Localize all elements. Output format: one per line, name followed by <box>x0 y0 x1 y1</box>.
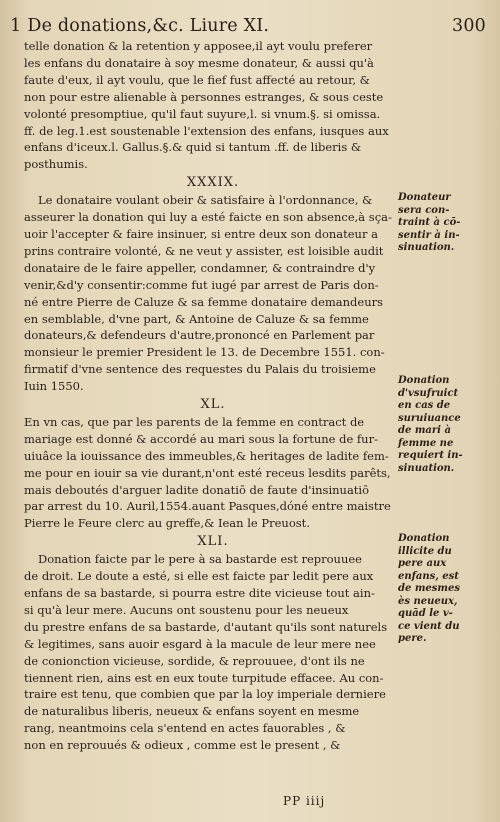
sidenote-line: sinuation. <box>398 242 455 253</box>
sidenote-line: quād le v- <box>398 608 453 619</box>
sidenote-line: ce vient du <box>398 620 460 632</box>
text-line: de conionction vicieuse, sordide, & reprouuee, d'ont ils ne <box>24 653 365 668</box>
sidenote-line: ès neueux, <box>398 595 458 607</box>
text-line: posthumis. <box>24 157 88 172</box>
text-line: ff. de leg.1.est soustenable l'extension des enfans, iusques aux <box>24 123 389 138</box>
header-left-number: 1 <box>10 16 22 36</box>
text-line: donataire de le faire appeller, condamner, & contraindre d'y <box>24 260 376 275</box>
text-line: en semblable, d'vne part, & Antoine de Caluze & sa femme <box>24 311 369 326</box>
sidenote-donation-illicite <box>398 533 496 646</box>
text-line: donateurs,& defendeurs d'autre,prononcé en Parlement par <box>24 328 375 343</box>
text-line: rang, neantmoins cela s'entend en actes fauorables , & <box>24 721 346 736</box>
text-line: par arrest du 10. Auril,1554.auant Pasques,dóné entre maistre <box>24 499 391 514</box>
section-heading-40: XL. <box>200 397 226 413</box>
sidenote-donation-usufruit <box>398 375 496 475</box>
sidenote-line: de mesmes <box>398 583 460 594</box>
signature-mark: PP iiij <box>283 794 326 808</box>
text-line: venir,&d'y consentir:comme fut iugé par arrest de Paris don- <box>24 277 379 292</box>
text-line: faute d'eux, il ayt voulu, que le fief fust affecté au retour, & <box>24 72 370 87</box>
text-line: né entre Pierre de Caluze & sa femme donataire demandeurs <box>24 294 384 309</box>
sidenote-line: sera con- <box>398 204 450 216</box>
text-line: prins contraire volonté, & ne veut y assister, est loisible audit <box>24 243 384 258</box>
text-line: de naturalibus liberis, neueux & enfans soyent en mesme <box>24 704 360 719</box>
sidenote-line: Donateur <box>398 192 451 203</box>
running-header <box>10 16 486 36</box>
main-text-block <box>24 38 402 754</box>
sidenote-line: femme ne <box>398 437 454 449</box>
text-line: En vn cas, que par les parents de la femme en contract de <box>24 414 365 429</box>
text-line: mais deboutés d'arguer ladite donatiō de faute d'insinuatiō <box>24 482 370 497</box>
page-number: 300 <box>451 16 486 36</box>
sidenote-line: d'vsufruict <box>398 387 459 399</box>
text-line: asseurer la donation qui luy a esté faicte en son absence,à sça- <box>24 210 392 225</box>
section-heading-41: XLI. <box>197 534 229 550</box>
sidenote-line: traint à cō- <box>398 217 461 228</box>
text-line: non en reprouués & odieux , comme est le present , & <box>24 738 341 753</box>
text-line: enfans d'iceux.l. Gallus.§.& quid si tantum .ff. de liberis & <box>24 140 362 155</box>
text-line: Pierre le Feure clerc au greffe,& Iean le Preuost. <box>24 516 310 531</box>
text-line: Donation faicte par le pere à sa bastarde est reprouuee <box>38 552 362 567</box>
text-line: uoir l'accepter & faire insinuer, si entre deux son donateur a <box>24 226 378 241</box>
sidenote-donateur <box>398 192 496 255</box>
text-line: tiennent rien, ains est en eux toute turpitude effacee. Au con- <box>24 670 384 685</box>
sidenote-line: pere aux <box>398 558 447 569</box>
sidenote-line: Donation <box>398 375 450 386</box>
sidenote-line: illicite du <box>398 545 452 557</box>
text-line: non pour estre alienable à personnes estranges, & sous ceste <box>24 89 384 104</box>
text-line: du prestre enfans de sa bastarde, d'autant qu'ils sont naturels <box>24 619 388 634</box>
text-line: enfans de sa bastarde, si pourra estre dite vicieuse tout ain- <box>24 586 375 600</box>
text-line: firmatif d'vne sentence des requestes du Palais du troisieme <box>24 362 376 377</box>
text-line: me pour en iouir sa vie durant,n'ont esté receus lesdits parêts, <box>24 465 391 480</box>
text-line: mariage est donné & accordé au mari sous la fortune de fur- <box>24 431 378 446</box>
sidenote-line: Donation <box>398 533 450 544</box>
text-line: de droit. Le doute a esté, si elle est faicte par ledit pere aux <box>24 569 374 584</box>
sidenote-line: requiert in- <box>398 450 463 461</box>
sidenote-line: enfans, est <box>398 570 459 582</box>
running-title: De donations,&c. Liure XI. <box>27 16 270 36</box>
text-line: Iuin 1550. <box>24 379 84 394</box>
text-line: volonté presomptiue, qu'il faut suyure,l. si vnum.§. si omissa. <box>24 106 381 121</box>
text-line: telle donation & la retention y apposee,il ayt voulu preferer <box>24 39 373 53</box>
text-line: si qu'à leur mere. Aucuns ont soustenu pour les neueux <box>24 602 349 617</box>
sidenote-line: en cas de <box>398 400 451 411</box>
sidenote-line: de mari à <box>398 425 451 436</box>
text-line: les enfans du donataire à soy mesme donateur, & aussi qu'à <box>24 55 374 70</box>
text-line: Le donataire voulant obeir & satisfaire à l'ordonnance, & <box>38 193 373 208</box>
text-line: traire est tenu, que combien que par la loy imperiale derniere <box>24 687 386 702</box>
text-line: monsieur le premier President le 13. de Decembre 1551. con- <box>24 345 385 360</box>
text-line: & legitimes, sans auoir esgard à la macule de leur mere nee <box>24 636 376 651</box>
sidenote-line: sinuation. <box>398 462 455 474</box>
sidenote-line: suruiuance <box>398 412 461 424</box>
sidenote-line: pere. <box>398 633 427 644</box>
section-heading-39: XXXIX. <box>186 175 240 191</box>
text-line: uiuâce la iouissance des immeubles,& heritages de ladite fem- <box>24 448 389 463</box>
sidenote-line: sentir à in- <box>398 229 460 241</box>
